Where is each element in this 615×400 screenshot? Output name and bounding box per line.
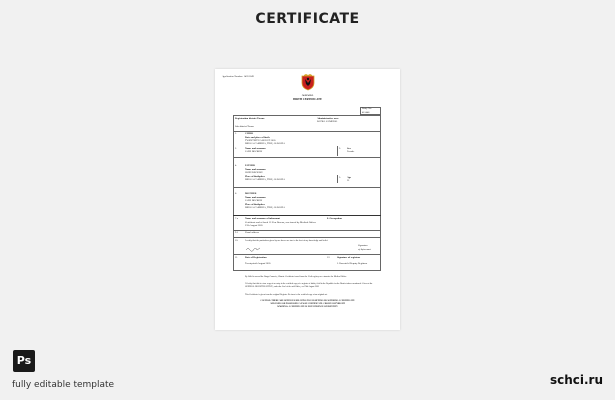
mother-section-title: MOTHER (245, 192, 257, 195)
child-name-label: Name and surname (245, 147, 266, 150)
caution-line-1: CAUTION: THERE ARE OFFENCES RELATING TO FALSIFYING OR ALTERING A CERTIFICATE (260, 300, 355, 302)
caution-line-2: AND USING OR POSSESSING A FALSE CERTIFICATE. CROWN COPYRIGHT (270, 303, 345, 305)
divider (233, 131, 381, 132)
entry-no-value: 411446 (362, 110, 370, 114)
section-number: 7.a (235, 217, 238, 220)
template-caption: fully editable template (12, 380, 115, 390)
registrar-value: J. Rosenfeld Deputy Registrar (337, 262, 368, 265)
date-registration-label: Date of Registration (245, 256, 267, 259)
section-number: 12. (327, 256, 331, 259)
occupation-label: 8. Occupation (327, 217, 342, 220)
birth-certificate-document (215, 69, 400, 330)
sex-value: Female (347, 150, 355, 153)
note-original: This Certificate is given from the original Register. Re-issue to the certified copy of an original act. (245, 294, 328, 296)
age-value: 31 (347, 179, 350, 182)
signature-registrar-label: Signature of registrar (337, 256, 361, 259)
father-name-label: Name and surname (245, 168, 266, 171)
sub-district: Sub-district Tirana (235, 125, 254, 128)
divider (233, 254, 381, 255)
section-number: 2. (235, 147, 237, 150)
sex-label: Sex (347, 147, 351, 150)
note-certify: I Certify that this is a true copy of an entry in the certified copy of a register of births, field in the Republic for the District above mentioned. Given at the GENERAL REGISTER OFFICE, under the Seal of the said Office, on 29th August 2005 (245, 283, 373, 288)
divider (337, 146, 338, 156)
certify-text: I certify that the particulars given by me above are true to the best of my knowledge and belief (245, 240, 328, 242)
section-number: 6. (235, 192, 237, 195)
photoshop-logo-icon: Ps (13, 350, 35, 372)
informant-role: of Informant (358, 248, 371, 251)
mother-place-value: RRUGA CAMERIA, TIRE, ALBANIA (245, 205, 285, 209)
father-place-value: RRUGA CAMERIA, TIRE, ALBANIA (245, 177, 285, 181)
dob-value: TWENTIETH AUGUST 2005 (245, 139, 276, 142)
divider (233, 157, 381, 158)
section-number: 11. (235, 256, 239, 259)
divider (233, 187, 381, 188)
section-number: 9.1 (235, 231, 239, 234)
divider (337, 175, 338, 183)
note-validity: By Valid in accord the Rruga Cameria, Albania. Certificate issued from the Civil registry are a transfer the Medical Office. (245, 276, 347, 278)
section-number: 5. (339, 176, 341, 179)
age-label: Age (347, 176, 352, 179)
father-section-title: FATHER (245, 164, 256, 167)
section-number: 4. (235, 164, 237, 167)
country-name: ALBANIA (301, 94, 314, 97)
page-title: CERTIFICATE (255, 11, 360, 27)
mother-name-value: JANE DECKON (245, 199, 263, 202)
date-registration-value: Twentysixth August 2005 (245, 262, 271, 265)
admin-area-label: Administrative area (317, 117, 339, 120)
coat-of-arms-icon (300, 74, 316, 91)
informant-value: Certificate and of book 15 Year Bureau, was issued by Medical Officer (245, 221, 316, 224)
application-number: Application Number: 14251349 (222, 75, 254, 78)
mother-name-label: Name and surname (245, 196, 266, 199)
section-number: 10. (235, 239, 239, 242)
signature-label: Signature (358, 244, 368, 247)
admin-area-value: BATKA CAMERIA (317, 120, 338, 123)
dob-label: Date and place of birth (245, 136, 270, 139)
mother-place-label: Place of birthplace (245, 202, 265, 206)
divider (233, 237, 381, 238)
informant-address: Usual address (245, 231, 259, 234)
child-section-title: CHILD (245, 132, 254, 135)
father-name-value: JOHN DECKON (245, 171, 263, 174)
child-name-value: JANE DECKON (245, 150, 263, 153)
section-number: 1. (235, 132, 237, 135)
document-type: BIRTH CERTIFICATE (293, 98, 322, 101)
signature-scribble-icon (245, 246, 261, 252)
pob-value: RRUGA CAMERIA, TIRE, ALBANIA (245, 142, 285, 145)
father-place-label: Place of birthplace (245, 174, 265, 178)
warning-line: WARNING: A CERTIFICATE IS NOT EVIDENCE OF IDENTITY (277, 306, 338, 308)
divider (233, 215, 381, 216)
informant-date: 27th August 2005 (245, 224, 263, 227)
section-number: 3. (339, 147, 341, 150)
informant-label: Name and surname of informant (245, 217, 280, 220)
entry-no-label: Entry No. (362, 107, 372, 110)
registration-district: Registration district Tirana (235, 117, 265, 120)
site-watermark: schci.ru (549, 373, 603, 387)
